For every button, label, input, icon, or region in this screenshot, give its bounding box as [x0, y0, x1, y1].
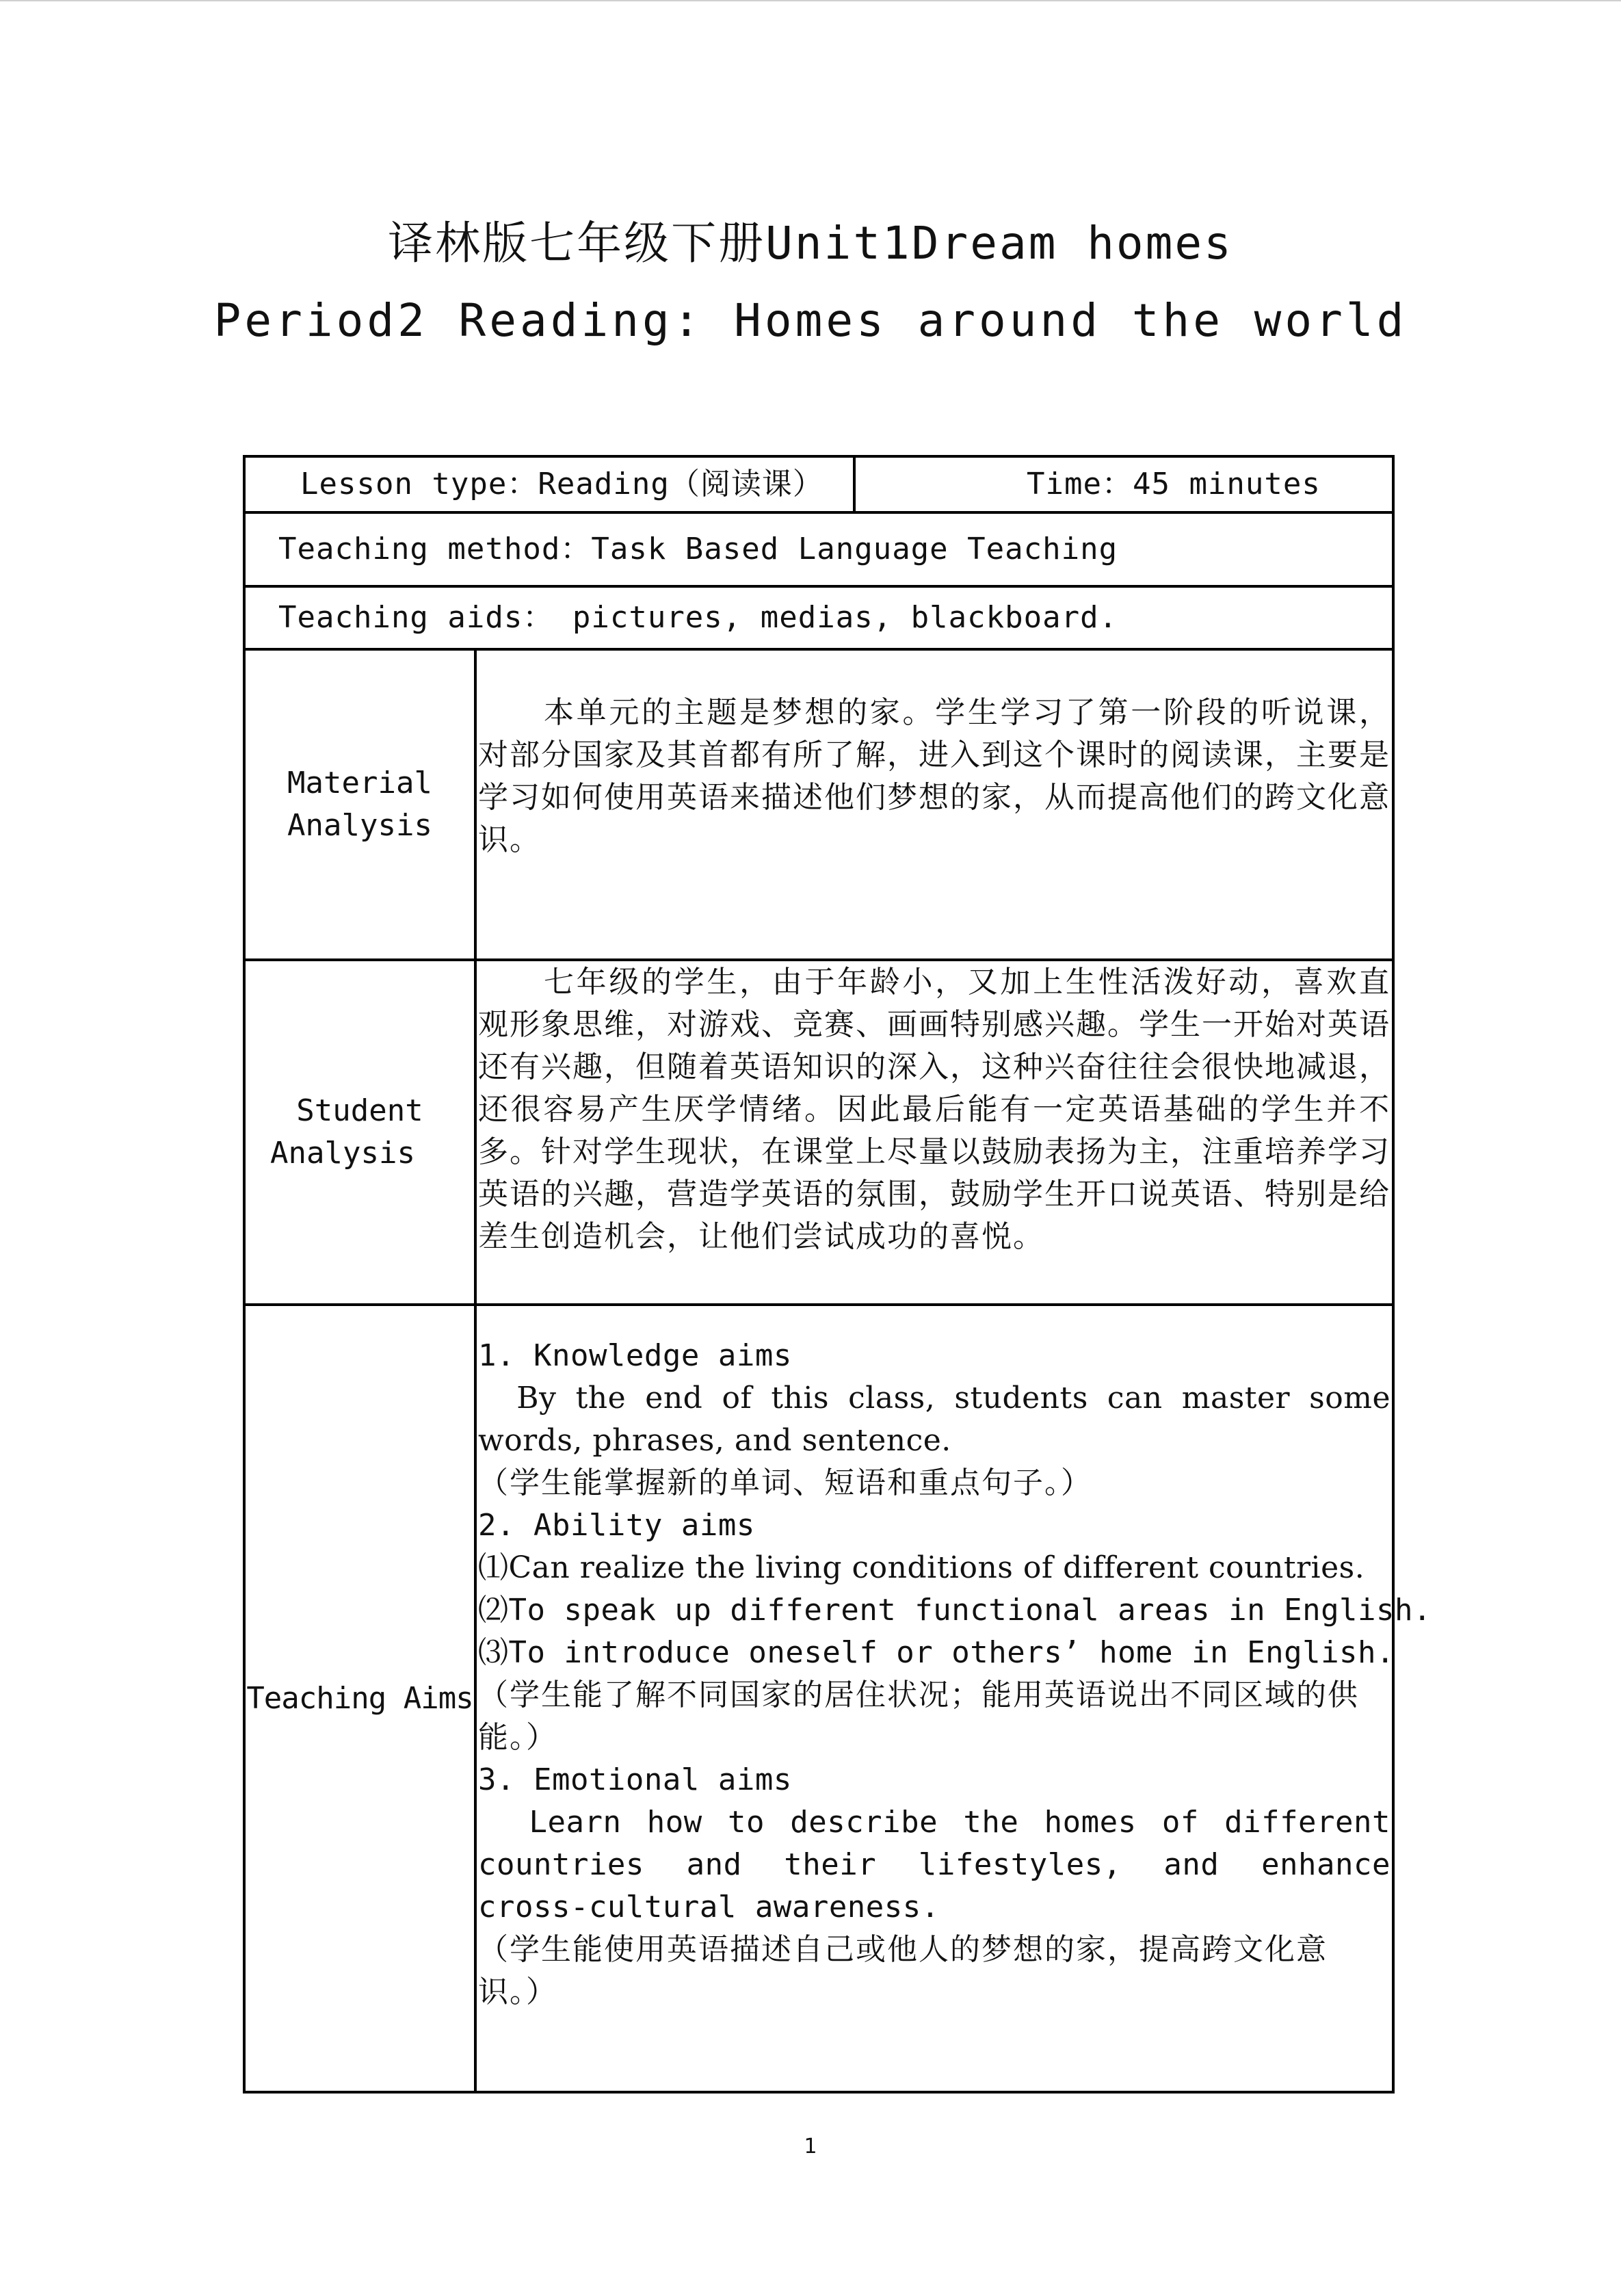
row-teaching-method [244, 512, 1393, 586]
material-analysis-label [244, 649, 475, 960]
material-label-line1: Material [287, 766, 432, 800]
teaching-method-cell: Teaching method：Task Based Language Teaching [244, 512, 1393, 586]
row-material-analysis [244, 649, 1393, 960]
emotional-aims-text: Learn how to describe the homes of different countries and their lifestyles, and enhance cross-cultural awareness. [478, 1805, 1410, 1925]
knowledge-aims-title: 1. Knowledge aims [478, 1338, 792, 1373]
knowledge-aims-zh: （学生能掌握新的单词、短语和重点句子。） [478, 1465, 1092, 1500]
student-analysis-label [244, 960, 475, 1305]
material-analysis-content [475, 649, 1393, 960]
teaching-aims-content [475, 1305, 1432, 2092]
ability-aim-1: ⑴Can realize the living conditions of different countries. [478, 1550, 1365, 1585]
ability-aim-2: ⑵To speak up different functional areas in English. [478, 1593, 1432, 1628]
teaching-aims-label: Teaching Aims [244, 1305, 475, 2092]
row-student-analysis [244, 960, 1393, 1305]
lesson-type-cell: Lesson type：Reading（阅读课） [244, 456, 854, 512]
row-lesson-type [244, 456, 1393, 512]
student-analysis-content [475, 960, 1393, 1305]
knowledge-aims-text: By the end of this class, students can master some words, phrases, and sentence. [478, 1381, 1401, 1458]
lesson-plan-table [243, 455, 1432, 2093]
document-subtitle: Period2 Reading: Homes around the world [213, 294, 1408, 347]
row-teaching-aims [244, 1305, 1393, 2092]
emotional-aims-zh: （学生能使用英语描述自己或他人的梦想的家，提高跨文化意识。） [478, 1932, 1328, 2009]
student-label-line2: Analysis [270, 1136, 415, 1171]
material-analysis-text: 本单元的主题是梦想的家。学生学习了第一阶段的听说课，对部分国家及其首都有所了解，进入到这个课时的阅读课，主要是学习如何使用英语来描述他们梦想的家，从而提高他们的跨文化意识。 [478, 695, 1391, 857]
ability-aim-3: ⑶To introduce oneself or others’ home in English. [478, 1635, 1395, 1670]
document-title: 译林版七年级下册Unit1Dream homes [388, 217, 1233, 270]
ability-aims-title: 2. Ability aims [478, 1508, 755, 1543]
student-analysis-text: 七年级的学生，由于年龄小，又加上生性活泼好动，喜欢直观形象思维，对游戏、竞赛、画画特别感兴趣。学生一开始对英语还有兴趣，但随着英语知识的深入，这种兴奋往往会很快地减退，还很容易产生厌学情绪。因此最后能有一定英语基础的学生并不多。针对学生现状，在课堂上尽量以鼓励表扬为主，注重培养学习英语的兴趣，营造学英语的氛围，鼓励学生开口说英语、特别是给差生创造机会，让他们尝试成功的喜悦。 [478, 965, 1391, 1254]
ability-aims-zh: （学生能了解不同国家的居住状况；能用英语说出不同区域的供能。） [478, 1678, 1359, 1755]
time-cell: Time：45 minutes [854, 456, 1393, 512]
row-teaching-aids [244, 586, 1393, 649]
student-label-line1: Student [296, 1093, 423, 1128]
material-label-line2: Analysis [287, 808, 432, 843]
emotional-aims-title: 3. Emotional aims [478, 1762, 792, 1797]
teaching-aids-cell: Teaching aids： pictures, medias, blackboard. [244, 586, 1393, 649]
page-number: 1 [804, 2135, 817, 2158]
